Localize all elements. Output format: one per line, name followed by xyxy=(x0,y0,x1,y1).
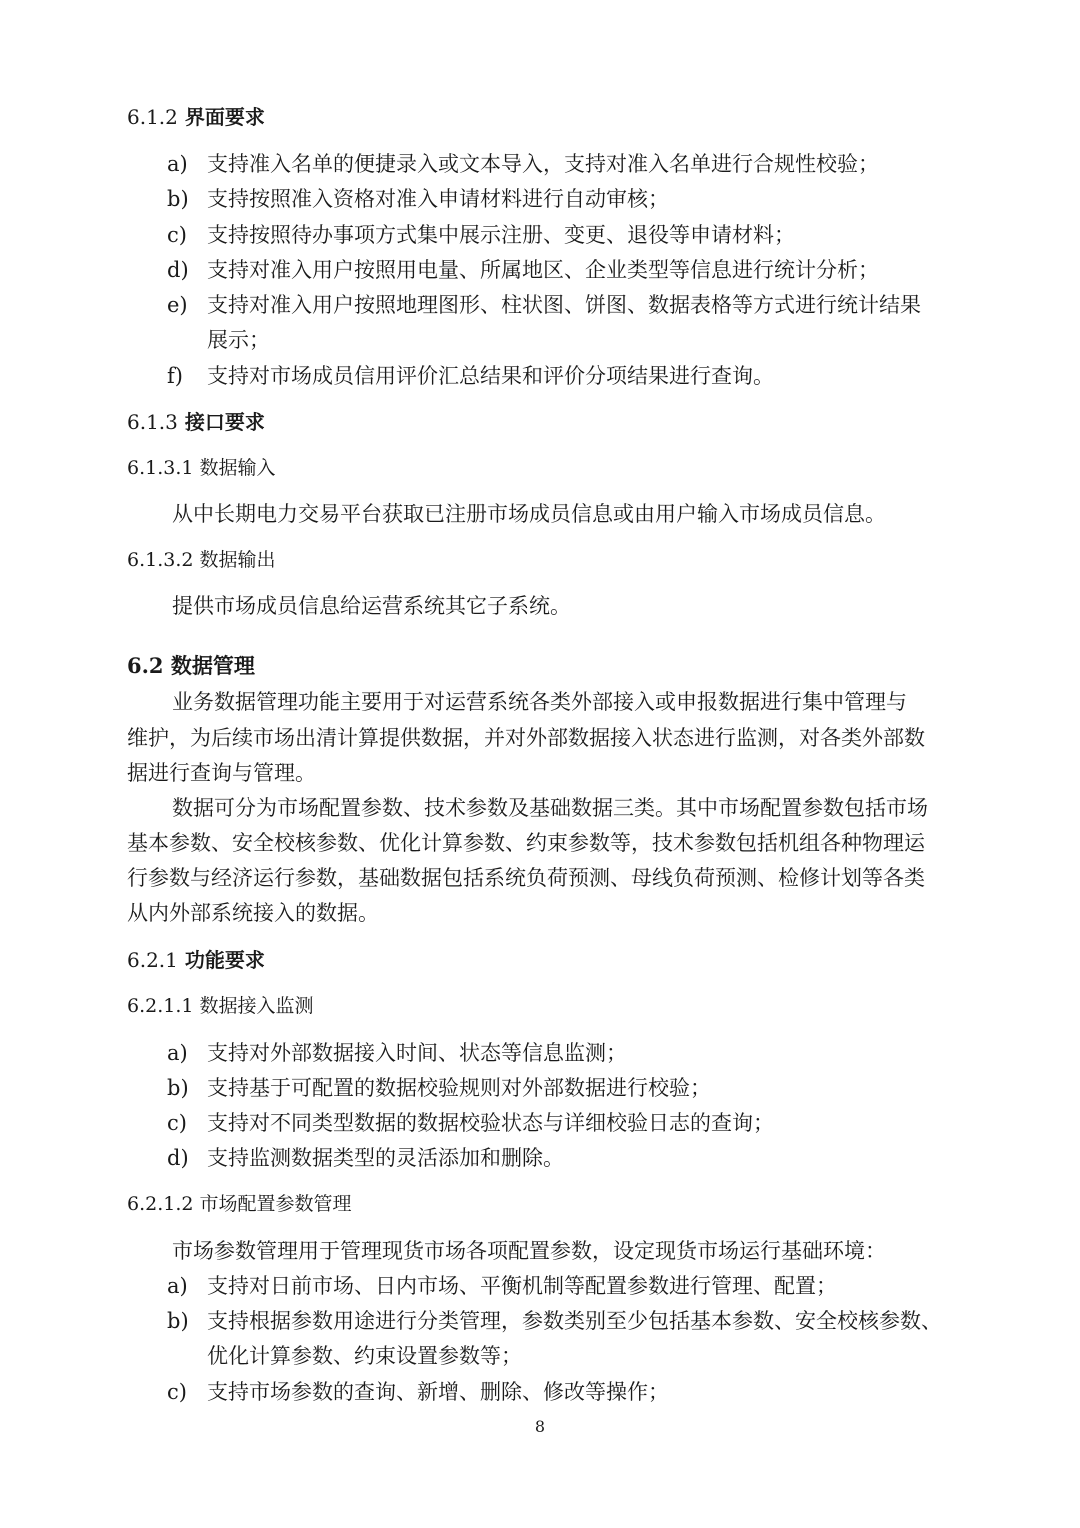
heading-6-2-1: 6.2.1 功能要求 xyxy=(127,948,265,972)
paragraph-line: 维护，为后续市场出清计算提供数据，并对外部数据接入状态进行监测，对各类外部数 xyxy=(127,726,925,750)
paragraph: 从中长期电力交易平台获取已注册市场成员信息或由用户输入市场成员信息。 xyxy=(172,502,886,526)
heading-6-1-3-1: 6.1.3.1 数据输入 xyxy=(127,457,276,479)
paragraph: 提供市场成员信息给运营系统其它子系统。 xyxy=(172,594,571,618)
heading-6-1-3-2: 6.1.3.2 数据输出 xyxy=(127,549,276,571)
paragraph-line: 据进行查询与管理。 xyxy=(127,761,316,785)
heading-6-1-2: 6.1.2 界面要求 xyxy=(127,105,265,129)
page-number: 8 xyxy=(534,1417,546,1436)
document-page: 6.1.2 界面要求 a) 支持准入名单的便捷录入或文本导入，支持对准入名单进行合规性校验； b) 支持按照准入资格对准入申请材料进行自动审核； c) 支持按照待办事项方式集中展示注册、变更、退役等申请材料； d) 支持对准入用户按照用电量、所属地区、企业类型等信息进行统计分析； e) 支持对准入用户按照地理图形、柱状图、饼图、数据表格等方式进行统计结果 展示； f) 支持对市场成员信用评价汇总结果和评价分项结果进行查询。 6.1.3 接口要求 6.1.3.1 数据输入 从中长期电力交易平台获取已注册市场成员信息或由用户输入市场成员信息。 6.1.3.2 数据输出 提供市场成员信息给运营系统其它子系统。 6.2 数据管理 业务数据管理功能主要用于对运营系统各类外部接入或申报数据进行集中管理与 维护，为后续市场出清计算提供数据，并对外部数据接入状态进行监测，对各类外部数 据进行查询与管理。 数据可分为市场配置参数、技术参数及基础数据三类。其中市场配置参数包括市场 基本参数、安全校核参数、优化计算参数、约束参数等，技术参数包括机组各种物理运 行参数与经济运行参数，基础数据包括系统负荷预测、母线负荷预测、检修计划等各类 从内外部系统接入的数据。 6.2.1 功能要求 6.2.1.1 数据接入监测 a) 支持对外部数据接入时间、状态等信息监测； b) 支持基于可配置的数据校验规则对外部数据进行校验； c) 支持对不同类型数据的数据校验状态与详细校验日志的查询； d) 支持监测数据类型的灵活添加和删除。 6.2.1.2 市场配置参数管理 市场参数管理用于管理现货市场各项配置参数，设定现货市场运行基础环境： a) 支持对日前市场、日内市场、平衡机制等配置参数进行管理、配置； b) 支持根据参数用途进行分类管理，参数类别至少包括基本参数、安全校核参数、 优化计算参数、约束设置参数等； c) 支持市场参数的查询、新增、删除、修改等操作； 8 xyxy=(0,0,1080,1528)
heading-6-2-1-1: 6.2.1.1 数据接入监测 xyxy=(127,995,314,1017)
heading-6-2-1-2: 6.2.1.2 市场配置参数管理 xyxy=(127,1193,352,1215)
paragraph-line: 数据可分为市场配置参数、技术参数及基础数据三类。其中市场配置参数包括市场 xyxy=(172,796,928,820)
paragraph-line: 从内外部系统接入的数据。 xyxy=(127,901,379,925)
paragraph-line: 业务数据管理功能主要用于对运营系统各类外部接入或申报数据进行集中管理与 xyxy=(172,690,907,714)
heading-6-2: 6.2 数据管理 xyxy=(127,653,255,678)
paragraph: 市场参数管理用于管理现货市场各项配置参数，设定现货市场运行基础环境： xyxy=(172,1239,886,1263)
heading-6-1-3: 6.1.3 接口要求 xyxy=(127,410,265,434)
paragraph-line: 行参数与经济运行参数，基础数据包括系统负荷预测、母线负荷预测、检修计划等各类 xyxy=(127,866,925,890)
paragraph-line: 基本参数、安全校核参数、优化计算参数、约束参数等，技术参数包括机组各种物理运 xyxy=(127,831,925,855)
